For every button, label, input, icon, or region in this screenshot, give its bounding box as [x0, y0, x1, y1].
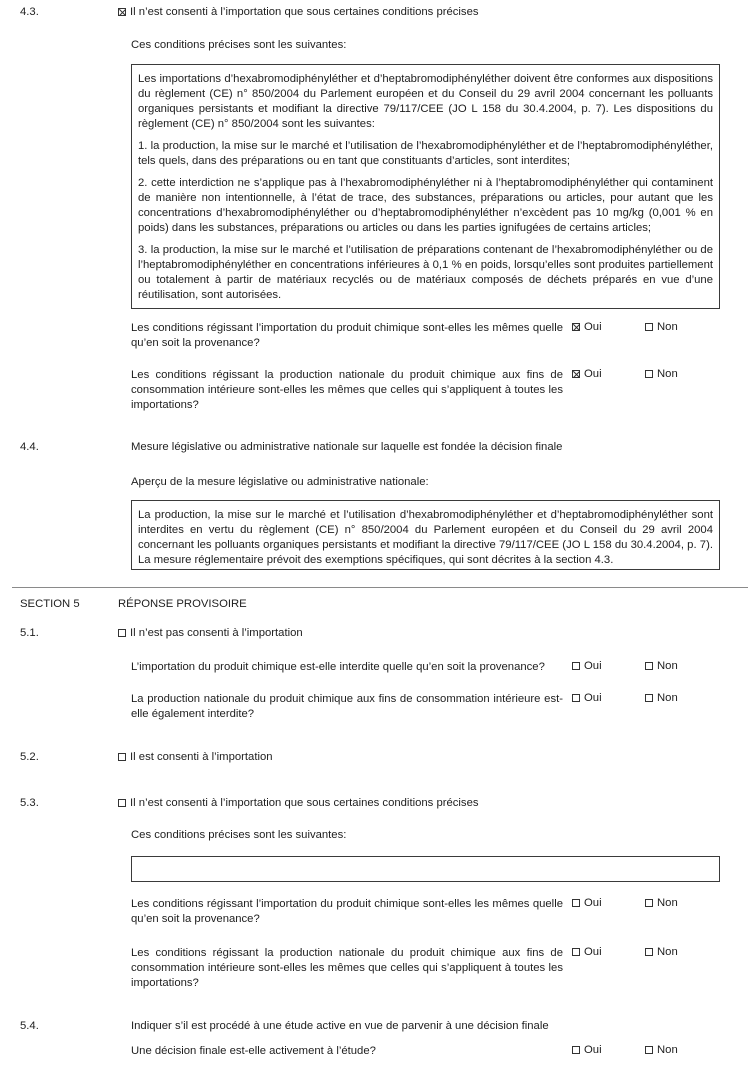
overview-text: La production, la mise sur le marché et l’utilisation d’hexabromodiphényléther et d’heptabromodiphényléther sont interdites en vertu du règlement (CE) n° 850/2004 du Parlement européen et du Conseil du 29 avril 2004 concernant les polluants organiques persistants et modifiant la directive 79/117/CEE (JO L 158 du 30.4.2004, p. 7). La mesure réglementaire prévoit des exemptions spécifiques, qui sont décrites à la section 4.3. — [138, 509, 713, 566]
section-number-4-4: 4.4. — [20, 441, 39, 453]
question-text: Les conditions régissant l’importation du produit chimique sont-elles les mêmes quelle qu’en soit la provenance? — [131, 898, 563, 925]
checkbox[interactable] — [645, 662, 653, 670]
conditions-label: Ces conditions précises sont les suivantes: — [131, 39, 347, 51]
checkbox[interactable] — [572, 370, 580, 378]
answer-oui-label: Oui — [584, 946, 602, 958]
section-number-4-3: 4.3. — [20, 6, 39, 18]
checkbox[interactable] — [572, 948, 580, 956]
section-number-5-3: 5.3. — [20, 797, 39, 809]
section-label: SECTION 5 — [20, 598, 80, 610]
answer-oui[interactable] — [572, 1044, 602, 1056]
checkbox[interactable] — [645, 694, 653, 702]
answer-non-label: Non — [657, 946, 678, 958]
answer-non[interactable] — [645, 692, 678, 704]
checkbox[interactable] — [645, 1046, 653, 1054]
conditions-paragraph: 2. cette interdiction ne s’applique pas à l’hexabromodiphényléther ni à l’heptabromodiphényléther qui contaminent de manière non intentionnelle, à l’état de trace, des substances, préparations ou articles, pour autant que les concentrations d’hexabromodiphényléther ou d’heptabromodiphényléther n’excèdent pas 10 mg/kg (0,001 % en poids) dans les substances, préparations ou articles ou dans les parties ignifugées de certains articles; — [138, 177, 713, 234]
conditions-label: Ces conditions précises sont les suivantes: — [131, 829, 347, 841]
checkbox[interactable] — [645, 899, 653, 907]
answer-non-label: Non — [657, 897, 678, 909]
section-number-5-2: 5.2. — [20, 751, 39, 763]
answer-non-label: Non — [657, 660, 678, 672]
section-divider — [12, 587, 748, 588]
question-text: L’importation du produit chimique est-elle interdite quelle qu’en soit la provenance? — [131, 661, 545, 673]
heading: Mesure législative ou administrative nationale sur laquelle est fondée la décision finale — [131, 441, 563, 453]
answer-oui[interactable] — [572, 368, 602, 380]
question-text: La production nationale du produit chimique aux fins de consommation intérieure est-elle également interdite? — [131, 693, 563, 720]
checkbox[interactable] — [572, 694, 580, 702]
question-text: Les conditions régissant la production nationale du produit chimique aux fins de consommation intérieure sont-elles les mêmes que celles qui s’appliquent à toutes les importations? — [131, 947, 563, 989]
answer-oui[interactable] — [572, 946, 602, 958]
checkbox[interactable] — [118, 753, 126, 761]
answer-oui-label: Oui — [584, 321, 602, 333]
conditions-paragraph: 3. la production, la mise sur le marché et l’utilisation de préparations contenant de l’hexabromodiphényléther ou de l’heptabromodiphényléther en concentrations inférieures à 0,1 % en poids, lorsqu’elles sont produites partiellement ou totalement à partir de matériaux recyclés ou de matériaux composés de déchets préparés en vue d’une réutilisation, sont autorisées. — [138, 244, 713, 301]
checkbox[interactable] — [645, 323, 653, 331]
option-label: Il n’est consenti à l’importation que sous certaines conditions précises — [130, 6, 479, 18]
question-text: Une décision finale est-elle activement à l’étude? — [131, 1045, 376, 1057]
question-text: Les conditions régissant l’importation du produit chimique sont-elles les mêmes quelle qu’en soit la provenance? — [131, 322, 563, 349]
option-import-allowed[interactable] — [118, 751, 273, 763]
checkbox[interactable] — [645, 370, 653, 378]
overview-box — [131, 500, 720, 570]
answer-oui[interactable] — [572, 321, 602, 333]
answer-oui[interactable] — [572, 692, 602, 704]
answer-non-label: Non — [657, 368, 678, 380]
answer-oui[interactable] — [572, 660, 602, 672]
conditions-paragraph: Les importations d’hexabromodiphényléther et d’heptabromodiphényléther doivent être conformes aux dispositions du règlement (CE) n° 850/2004 du Parlement européen et du Conseil du 29 avril 2004 concernant les polluants organiques persistants et modifiant la directive 79/117/CEE (JO L 158 du 30.4.2004, p. 7). Les dispositions du règlement (CE) n° 850/2004 sont les suivantes: — [138, 73, 713, 130]
option-label: Il n’est pas consenti à l’importation — [130, 627, 303, 639]
question-text: Les conditions régissant la production nationale du produit chimique aux fins de consommation intérieure sont-elles les mêmes que celles qui s’appliquent à toutes les importations? — [131, 369, 563, 411]
overview-label: Aperçu de la mesure législative ou administrative nationale: — [131, 476, 429, 488]
option-no-import[interactable] — [118, 627, 303, 639]
conditions-input[interactable] — [131, 856, 720, 882]
option-conditional-import[interactable] — [118, 6, 479, 18]
answer-oui-label: Oui — [584, 660, 602, 672]
option-label: Il est consenti à l’importation — [130, 751, 273, 763]
answer-non[interactable] — [645, 660, 678, 672]
checkbox[interactable] — [572, 899, 580, 907]
checkbox[interactable] — [572, 662, 580, 670]
answer-non[interactable] — [645, 321, 678, 333]
answer-oui[interactable] — [572, 897, 602, 909]
option-label: Il n’est consenti à l’importation que sous certaines conditions précises — [130, 797, 479, 809]
answer-oui-label: Oui — [584, 1044, 602, 1056]
checkbox[interactable] — [118, 629, 126, 637]
section-number-5-1: 5.1. — [20, 627, 39, 639]
section-number-5-4: 5.4. — [20, 1020, 39, 1032]
answer-oui-label: Oui — [584, 368, 602, 380]
answer-oui-label: Oui — [584, 897, 602, 909]
answer-non[interactable] — [645, 1044, 678, 1056]
checkbox[interactable] — [118, 8, 126, 16]
checkbox[interactable] — [118, 799, 126, 807]
answer-oui-label: Oui — [584, 692, 602, 704]
section-title: RÉPONSE PROVISOIRE — [118, 598, 247, 610]
conditions-box — [131, 64, 720, 309]
checkbox[interactable] — [572, 323, 580, 331]
answer-non-label: Non — [657, 692, 678, 704]
heading: Indiquer s’il est procédé à une étude active en vue de parvenir à une décision finale — [131, 1020, 549, 1032]
answer-non-label: Non — [657, 1044, 678, 1056]
answer-non[interactable] — [645, 946, 678, 958]
conditions-paragraph: 1. la production, la mise sur le marché et l’utilisation de l’hexabromodiphényléther et de l’heptabromodiphényléther, tels quels, dans des préparations ou en tant que constituants d’articles, sont interdites; — [138, 140, 713, 167]
checkbox[interactable] — [572, 1046, 580, 1054]
answer-non-label: Non — [657, 321, 678, 333]
checkbox[interactable] — [645, 948, 653, 956]
answer-non[interactable] — [645, 368, 678, 380]
option-conditional-import[interactable] — [118, 797, 479, 809]
answer-non[interactable] — [645, 897, 678, 909]
